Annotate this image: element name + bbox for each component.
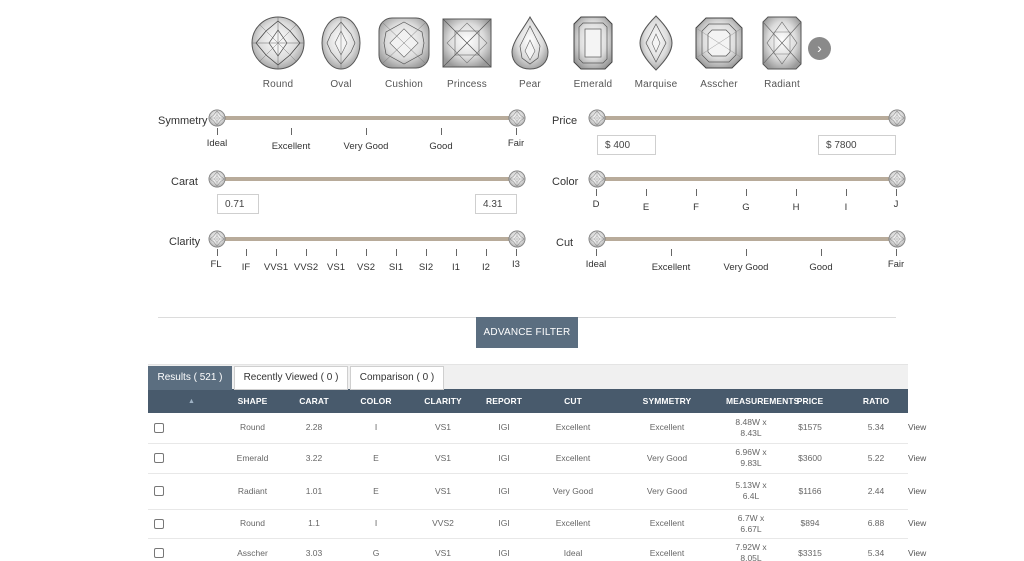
- cell-cut: Excellent: [538, 509, 608, 538]
- tick: [276, 249, 277, 256]
- radiant-diamond-icon: [750, 14, 814, 72]
- chevron-right-icon: ›: [817, 40, 822, 56]
- price-min-input[interactable]: [597, 135, 656, 155]
- tick: [486, 249, 487, 256]
- cell-measurements: 5.13W x 6.4L: [726, 473, 776, 509]
- column-header-measurements[interactable]: MEASUREMENTS: [726, 396, 800, 406]
- symmetry-tick-label: Ideal: [206, 138, 228, 149]
- tick: [291, 128, 292, 135]
- cell-price: $1575: [776, 413, 844, 443]
- cut-label: Cut: [556, 237, 574, 249]
- tick: [746, 189, 747, 196]
- clarity-tick-label: VVS1: [263, 262, 289, 273]
- row-checkbox[interactable]: [154, 548, 164, 558]
- row-checkbox-cell: [148, 509, 170, 538]
- row-spacer: [170, 509, 213, 538]
- color-tick-label: J: [893, 199, 899, 210]
- tab-recently-viewed[interactable]: Recently Viewed ( 0 ): [234, 366, 348, 390]
- shape-round[interactable]: [246, 14, 310, 90]
- row-spacer: [170, 538, 213, 561]
- cell-measurements: 7.92W x 8.05L: [726, 538, 776, 561]
- cell-symmetry: Excellent: [608, 413, 726, 443]
- cell-symmetry: Very Good: [608, 443, 726, 473]
- clarity-tick-label: FL: [210, 259, 222, 270]
- color-min-handle[interactable]: [588, 170, 606, 188]
- shape-oval[interactable]: [309, 14, 373, 90]
- row-checkbox-cell: [148, 443, 170, 473]
- cell-cut: Excellent: [538, 413, 608, 443]
- cut-track[interactable]: [597, 237, 897, 241]
- cell-shape: Emerald: [213, 443, 292, 473]
- cell-clarity: VS1: [416, 413, 470, 443]
- clarity-tick-label: VS2: [357, 262, 375, 273]
- shape-label: Oval: [330, 79, 352, 90]
- table-header-row: ▲ SHAPE CARAT COLOR CLARITY REPORT CUT SYMMETRY MEASUREMENTS PRICE RATIO LINK: [148, 389, 908, 413]
- clarity-track[interactable]: [217, 237, 517, 241]
- color-tick-label: G: [742, 202, 750, 213]
- clarity-tick-label: VS1: [327, 262, 345, 273]
- cell-clarity: VS1: [416, 443, 470, 473]
- tick: [441, 128, 442, 135]
- tick: [306, 249, 307, 256]
- tick: [396, 249, 397, 256]
- cell-price: $3600: [776, 443, 844, 473]
- tick: [896, 249, 897, 256]
- color-tick-label: D: [592, 199, 600, 210]
- shape-radiant[interactable]: [750, 14, 814, 90]
- carat-max-input[interactable]: [475, 194, 517, 214]
- row-checkbox-cell: [148, 473, 170, 509]
- color-max-handle[interactable]: [888, 170, 906, 188]
- row-checkbox[interactable]: [154, 519, 164, 529]
- row-spacer: [170, 473, 213, 509]
- table-row[interactable]: Round 2.28 I VS1 IGI Excellent Excellent 8.48W x 8.43L $1575 5.34 View: [148, 413, 908, 443]
- shape-marquise[interactable]: [624, 14, 688, 90]
- symmetry-max-handle[interactable]: [508, 109, 526, 127]
- cell-ratio: 5.22: [844, 443, 908, 473]
- tick: [426, 249, 427, 256]
- tick: [516, 128, 517, 135]
- column-header-symmetry[interactable]: SYMMETRY: [642, 396, 692, 406]
- cell-cut: Ideal: [538, 538, 608, 561]
- shape-emerald[interactable]: [561, 14, 625, 90]
- cell-price: $894: [776, 509, 844, 538]
- cell-clarity: VS1: [416, 473, 470, 509]
- table-row[interactable]: Emerald 3.22 E VS1 IGI Excellent Very Good 6.96W x 9.83L $3600 5.22 View: [148, 443, 908, 473]
- color-tick-label: I: [844, 202, 848, 213]
- tick: [646, 189, 647, 196]
- row-checkbox[interactable]: [154, 453, 164, 463]
- results-panel: [148, 364, 929, 561]
- row-checkbox[interactable]: [154, 423, 164, 433]
- shape-cushion[interactable]: [372, 14, 436, 90]
- clarity-tick-label: I2: [482, 262, 490, 273]
- symmetry-tick-label: Good: [429, 141, 453, 152]
- color-tick-label: E: [642, 202, 650, 213]
- cut-tick-label: Excellent: [651, 262, 691, 273]
- cell-shape: Asscher: [213, 538, 292, 561]
- carat-max-handle[interactable]: [508, 170, 526, 188]
- shape-princess[interactable]: [435, 14, 499, 90]
- cell-carat: 2.28: [292, 413, 336, 443]
- asscher-diamond-icon: [687, 14, 751, 72]
- carat-track[interactable]: [217, 177, 517, 181]
- tick: [366, 128, 367, 135]
- shape-label: Radiant: [764, 79, 800, 90]
- cell-cut: Excellent: [538, 443, 608, 473]
- results-tabs: [148, 364, 908, 389]
- color-tick-label: F: [693, 202, 699, 213]
- cell-color: I: [336, 413, 416, 443]
- shape-label: Emerald: [573, 79, 613, 90]
- clarity-tick-label: IF: [241, 262, 251, 273]
- cell-color: I: [336, 509, 416, 538]
- tick: [846, 189, 847, 196]
- table-row[interactable]: Radiant 1.01 E VS1 IGI Very Good Very Good 5.13W x 6.4L $1166 2.44 View: [148, 473, 908, 509]
- cell-ratio: 5.34: [844, 413, 908, 443]
- carat-min-handle[interactable]: [208, 170, 226, 188]
- clarity-tick-label: SI2: [418, 262, 434, 273]
- row-checkbox[interactable]: [154, 486, 164, 496]
- cell-shape: Round: [213, 413, 292, 443]
- cut-tick-label: Fair: [887, 259, 905, 270]
- pear-diamond-icon: [498, 14, 562, 72]
- advance-filter-button[interactable]: ADVANCE FILTER: [476, 317, 578, 348]
- tick: [336, 249, 337, 256]
- shape-label: Princess: [447, 79, 487, 90]
- cell-measurements: 6.7W x 6.67L: [726, 509, 776, 538]
- shape-label: Round: [262, 79, 294, 90]
- emerald-diamond-icon: [561, 14, 625, 72]
- shape-label: Marquise: [634, 79, 678, 90]
- tab-results[interactable]: Results ( 521 ): [148, 366, 232, 390]
- price-label: Price: [552, 115, 578, 127]
- cell-measurements: 6.96W x 9.83L: [726, 443, 776, 473]
- marquise-diamond-icon: [624, 14, 688, 72]
- cell-clarity: VS1: [416, 538, 470, 561]
- cut-max-handle[interactable]: [888, 230, 906, 248]
- color-tick-label: H: [792, 202, 800, 213]
- cell-report: IGI: [470, 509, 538, 538]
- cell-symmetry: Excellent: [608, 538, 726, 561]
- cell-carat: 3.22: [292, 443, 336, 473]
- clarity-tick-label: SI1: [388, 262, 404, 273]
- cut-tick-label: Very Good: [723, 262, 769, 273]
- tick: [516, 249, 517, 256]
- shape-label: Asscher: [700, 79, 738, 90]
- cell-carat: 1.01: [292, 473, 336, 509]
- tick: [217, 249, 218, 256]
- cell-color: E: [336, 443, 416, 473]
- column-header-shape[interactable]: SHAPE: [237, 396, 268, 406]
- shape-pear[interactable]: [498, 14, 562, 90]
- tab-comparison[interactable]: Comparison ( 0 ): [350, 366, 444, 390]
- select-all-header: [148, 389, 170, 413]
- princess-diamond-icon: [435, 14, 499, 72]
- tick: [746, 249, 747, 256]
- cell-ratio: 6.88: [844, 509, 908, 538]
- cell-shape: Radiant: [213, 473, 292, 509]
- cell-color: E: [336, 473, 416, 509]
- column-header-price[interactable]: PRICE: [796, 396, 824, 406]
- cell-report: IGI: [470, 413, 538, 443]
- price-track[interactable]: [597, 116, 897, 120]
- cell-price: $1166: [776, 473, 844, 509]
- results-table: [148, 389, 929, 561]
- clarity-tick-label: I3: [512, 259, 520, 270]
- column-header-color[interactable]: COLOR: [360, 396, 392, 406]
- cell-carat: 1.1: [292, 509, 336, 538]
- shape-asscher[interactable]: [687, 14, 751, 90]
- oval-diamond-icon: [309, 14, 373, 72]
- column-header-carat[interactable]: CARAT: [299, 396, 329, 406]
- cut-min-handle[interactable]: [588, 230, 606, 248]
- symmetry-label: Symmetry: [158, 115, 208, 127]
- tick: [596, 189, 597, 196]
- symmetry-track[interactable]: [217, 116, 517, 120]
- price-max-handle[interactable]: [888, 109, 906, 127]
- carat-min-input[interactable]: [217, 194, 259, 214]
- price-min-handle[interactable]: [588, 109, 606, 127]
- cushion-diamond-icon: [372, 14, 436, 72]
- clarity-min-handle[interactable]: [208, 230, 226, 248]
- tick: [456, 249, 457, 256]
- row-spacer: [170, 413, 213, 443]
- tick: [596, 249, 597, 256]
- tick: [696, 189, 697, 196]
- cell-measurements: 8.48W x 8.43L: [726, 413, 776, 443]
- symmetry-tick-label: Excellent: [271, 141, 311, 152]
- cell-color: G: [336, 538, 416, 561]
- tick: [896, 189, 897, 196]
- clarity-max-handle[interactable]: [508, 230, 526, 248]
- cell-carat: 3.03: [292, 538, 336, 561]
- cell-shape: Round: [213, 509, 292, 538]
- symmetry-tick-label: Very Good: [343, 141, 389, 152]
- column-header-report[interactable]: REPORT: [485, 396, 523, 406]
- shape-label: Pear: [519, 79, 541, 90]
- color-track[interactable]: [597, 177, 897, 181]
- tick: [366, 249, 367, 256]
- tick: [796, 189, 797, 196]
- row-spacer: [170, 443, 213, 473]
- column-header-cut[interactable]: CUT: [564, 396, 582, 406]
- symmetry-tick-label: Fair: [507, 138, 525, 149]
- next-shapes-button[interactable]: [808, 37, 831, 60]
- table-row[interactable]: Asscher 3.03 G VS1 IGI Ideal Excellent 7.92W x 8.05L $3315 5.34 View: [148, 538, 908, 561]
- cell-ratio: 2.44: [844, 473, 908, 509]
- cell-report: IGI: [470, 443, 538, 473]
- cell-cut: Very Good: [538, 473, 608, 509]
- carat-label: Carat: [171, 176, 198, 188]
- cell-price: $3315: [776, 538, 844, 561]
- shape-label: Cushion: [384, 79, 424, 90]
- cut-tick-label: Good: [809, 262, 833, 273]
- column-header-clarity[interactable]: CLARITY: [424, 396, 462, 406]
- tick: [217, 128, 218, 135]
- tick: [821, 249, 822, 256]
- table-row[interactable]: Round 1.1 I VVS2 IGI Excellent Excellent 6.7W x 6.67L $894 6.88 View: [148, 509, 908, 538]
- price-max-input[interactable]: [818, 135, 896, 155]
- tick: [246, 249, 247, 256]
- clarity-tick-label: I1: [452, 262, 460, 273]
- cell-report: IGI: [470, 473, 538, 509]
- cell-symmetry: Excellent: [608, 509, 726, 538]
- clarity-label: Clarity: [169, 236, 201, 248]
- cell-ratio: 5.34: [844, 538, 908, 561]
- clarity-tick-label: VVS2: [293, 262, 319, 273]
- row-checkbox-cell: [148, 413, 170, 443]
- cell-report: IGI: [470, 538, 538, 561]
- symmetry-min-handle[interactable]: [208, 109, 226, 127]
- row-checkbox-cell: [148, 538, 170, 561]
- column-header-ratio[interactable]: RATIO: [862, 396, 890, 406]
- sort-icon[interactable]: ▲: [187, 397, 196, 405]
- tick: [671, 249, 672, 256]
- color-label: Color: [552, 176, 579, 188]
- cut-tick-label: Ideal: [585, 259, 607, 270]
- round-diamond-icon: [246, 14, 310, 72]
- cell-clarity: VVS2: [416, 509, 470, 538]
- cell-symmetry: Very Good: [608, 473, 726, 509]
